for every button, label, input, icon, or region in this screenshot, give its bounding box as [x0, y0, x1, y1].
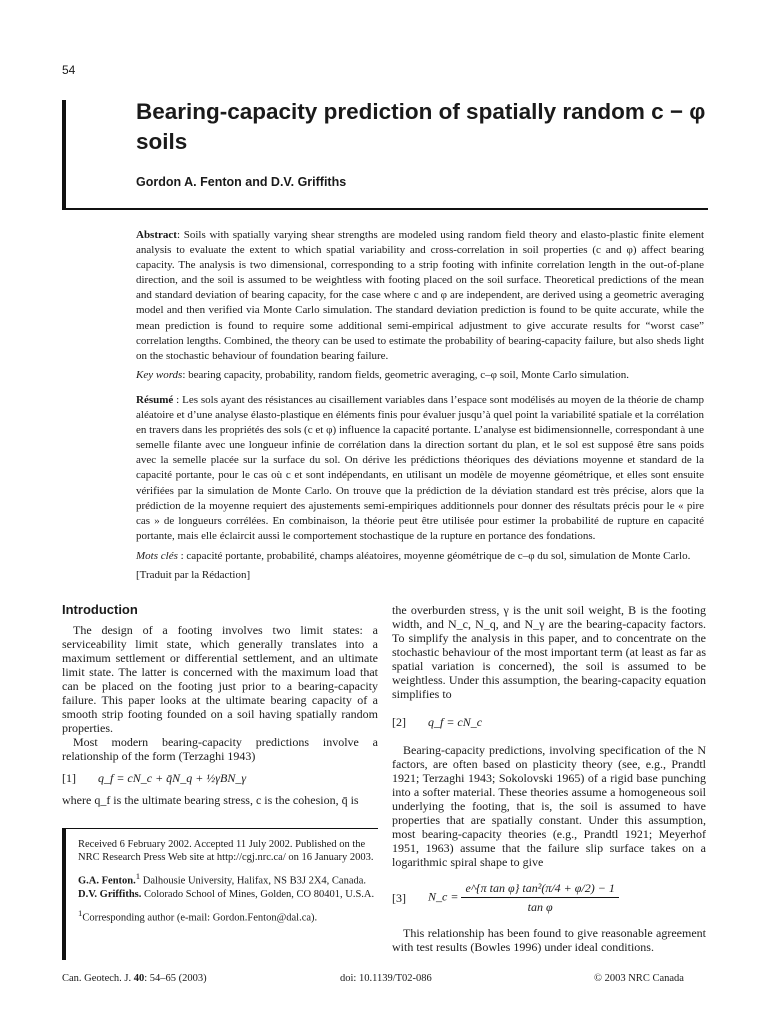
abstract-paragraph [136, 228, 704, 364]
fraction-numerator: e^{π tan φ} tan²(π/4 + φ/2) − 1 [461, 881, 618, 898]
resume-paragraph [136, 393, 704, 544]
equation-2 [392, 715, 706, 729]
abstract-label: Abstract [136, 229, 177, 241]
intro-paragraph-1: The design of a footing involves two limit states: a serviceability limit state, which generally translates into a maximum settlement or differential settlement, and an ultimate limit state. The latter is concerned with the maximum load that can be placed on the footing just prior to a bearing-capacity failure. This paper looks at the ultimate bearing capacity of a smooth strip footing founded on a soil having spatially random properties. [62, 623, 378, 735]
equation-body: q_f = cN_c [428, 715, 483, 729]
footnote-marker: 1 [135, 871, 141, 881]
resume-label: Résumé [136, 393, 174, 406]
paper-title: Bearing-capacity prediction of spatially random c − φ soils [136, 99, 706, 154]
griffiths-affiliation: Colorado School of Mines, Golden, CO 80401, U.S.A. [141, 888, 375, 900]
equation-3 [392, 881, 706, 914]
keywords-label: Key words [136, 368, 183, 381]
author-affiliations [78, 870, 378, 901]
right-paragraph-1: the overburden stress, γ is the unit soil weight, B is the footing width, and N_c, N_q, and N_γ are the bearing-capacity factors. To simplify the analysis in this paper, and to concentrate on the stochastic behaviour of the most important term (at least as far as spatial variation is concerned), the soil is assumed to be weightless. Under this assumption, the bearing-capacity equation simplifies to [392, 603, 706, 701]
section-heading: Introduction [62, 602, 138, 617]
right-paragraph-3: This relationship has been found to give reasonable agreement with test results (Bowles 1996) under ideal conditions. [392, 926, 706, 954]
journal-citation [62, 973, 207, 984]
mots-cles-label: Mots clés [136, 549, 178, 562]
journal-name: Can. Geotech. J. [62, 973, 132, 984]
resume-text: : Les sols ayant des résistances au cisaillement variables dans l’espace sont modélisés au moyen de la théorie de champ aléatoire et d’une analyse élasto-plastique en éléments finis pour évaluer jusqu’à quel point la variabilité spatiale et la corrélation en travers dans les propriétés des sols (c et φ) influence la capacité portante. L’analyse est bidimensionnelle, correspondant à une semelle filante avec une longueur infinie de corrélation dans la direction sortant du plan, et le sol est supposé être sans poids avec la semelle placée sur la surface du sol. On dérive les prédictions théoriques des déviations moyenne et standard de la capacité portante, pour le cas où c et sont indépendants, en utilisant un modèle de moyenne géométrique, et elles sont ensuite vérifiées par la simulation de Monte Carlo. On trouve que la prédiction de la déviation standard est très précise, alors que la prédiction de la moyenne requiert des ajustements semi-empiriques additionnels pour donner des résultats précis pour le « pire cas » de longueurs corrélées. En combinaison, la théorie peut être utilisée pour estimer la probabilité de rupture en capacité portante, mais elle éclaircit aussi le comportement stochastique de la rupture en portance des fondations. [136, 393, 704, 542]
equation-1 [62, 771, 378, 785]
equation-number: [2] [392, 715, 406, 729]
fenton-name: G.A. Fenton. [78, 875, 136, 887]
right-paragraph-2: Bearing-capacity predictions, involving specification of the N factors, are often based on plasticity theory (see, e.g., Prandtl 1921; Terzaghi 1943; Sokolovski 1965) of a rigid base punching into a softer material. These theories assume a homogeneous soil underlying the footing, that is, the soil is assumed to have properties that are spatially constant. Under this assumption, most bearing-capacity theories (e.g., Prandtl 1921; Meyerhof 1951, 1963) assume that the failure slip surface takes on a logarithmic spiral shape to give [392, 743, 706, 869]
received-dates: Received 6 February 2002. Accepted 11 July 2002. Published on the NRC Research Press Web site at http://cgj.nrc.ca/ on 16 January 2003. [78, 839, 374, 863]
journal-pages: : 54–65 (2003) [144, 973, 207, 984]
intro-paragraph-2: Most modern bearing-capacity predictions involve a relationship of the form (Terzaghi 1943) [62, 735, 378, 763]
abstract-text: : Soils with spatially varying shear strengths are modeled using random field theory and elasto-plastic finite element analysis to evaluate the extent to which spatial variability and cross-correlation in soil properties (c and φ) affect bearing capacity. The analysis is two dimensional, corresponding to a strip footing with infinite correlation length in the out-of-plane direction, and the soil is assumed to be weightless with footing placed on the soil surface. Theoretical predictions of the mean and standard deviation of bearing capacity, for the case where c and φ are independent, are derived using a geometric averaging model and then verified via Monte Carlo simulation. The standard deviation prediction is found to be quite accurate, while the mean prediction is found to require some additional semi-empirical adjustment to give accurate results for “worst case” correlation lengths. Combined, the theory can be used to estimate the probability of bearing-capacity failure, but also sheds light on the stochastic behaviour of foundation bearing failure. [136, 229, 704, 362]
intro-paragraph-3: where q_f is the ultimate bearing stress, c is the cohesion, q̄ is [62, 793, 359, 807]
equation-fraction [461, 881, 618, 914]
equation-number: [3] [392, 890, 406, 905]
journal-volume: 40 [133, 973, 145, 984]
equation-number: [1] [62, 771, 76, 785]
equation-body: q_f = cN_c + q̄N_q + ½γBN_γ [98, 771, 247, 785]
fraction-denominator: tan φ [527, 900, 553, 914]
keywords [136, 368, 704, 383]
mots-cles-text: : capacité portante, probabilité, champs aléatoires, moyenne géométrique de c–φ du sol, simulation de Monte Carlo. [177, 549, 691, 562]
equation-lhs: N_c = [428, 889, 459, 904]
fenton-affiliation: Dalhousie University, Halifax, NS B3J 2X4, Canada. [140, 875, 367, 887]
left-column [62, 603, 378, 807]
footnote-marker: 1 [78, 907, 83, 918]
page-number: 54 [62, 63, 76, 77]
translation-note: [Traduit par la Rédaction] [136, 568, 251, 581]
right-column [392, 603, 706, 954]
equation-body [428, 881, 706, 914]
author-list: Gordon A. Fenton and D.V. Griffiths [136, 175, 347, 189]
received-box [62, 828, 378, 960]
griffiths-name: D.V. Griffiths. [78, 888, 142, 900]
mots-cles [136, 549, 704, 564]
copyright: © 2003 NRC Canada [594, 973, 684, 984]
corresponding-author [78, 907, 378, 925]
corresponding-text: Corresponding author (e-mail: Gordon.Fenton@dal.ca). [82, 912, 318, 923]
keywords-text: : bearing capacity, probability, random fields, geometric averaging, c–φ soil, Monte Carlo simulation. [182, 368, 629, 381]
abstract-section [136, 228, 704, 587]
doi: doi: 10.1139/T02-086 [340, 973, 432, 984]
